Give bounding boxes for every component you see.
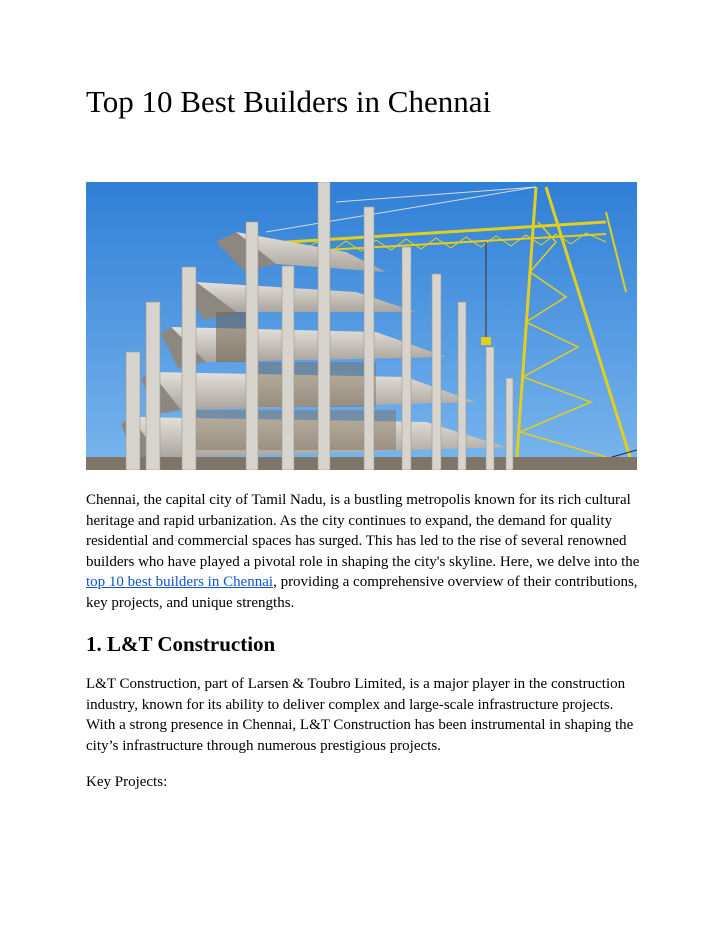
hero-image-construction-site (86, 182, 637, 470)
page-title: Top 10 Best Builders in Chennai (86, 84, 492, 119)
top-builders-link[interactable]: top 10 best builders in Chennai (86, 574, 274, 591)
lt-construction-paragraph: L&T Construction, part of Larsen & Toubro Limited, is a major player in the construction industry, known for its ability to deliver complex and large-scale infrastructure projects. With a strong presence in Chennai, L&T Construction has been instrumental in shaping the city’s infrastructure through numerous prestigious projects. (86, 676, 634, 754)
intro-paragraph (86, 490, 642, 614)
key-projects-label: Key Projects: (86, 774, 168, 790)
intro-text-after-link: , providing a comprehensive overview of their contributions, key projects, and unique strengths. (86, 574, 638, 611)
intro-text-before-link: Chennai, the capital city of Tamil Nadu, is a bustling metropolis known for its rich cultural heritage and rapid urbanization. As the city continues to expand, the demand for quality residential and commercial spaces has surged. This has led to the rise of several renowned builders who have played a pivotal role in shaping the city's skyline. Here, we delve into the (86, 492, 640, 570)
section-heading-lt-construction: 1. L&T Construction (86, 632, 276, 656)
